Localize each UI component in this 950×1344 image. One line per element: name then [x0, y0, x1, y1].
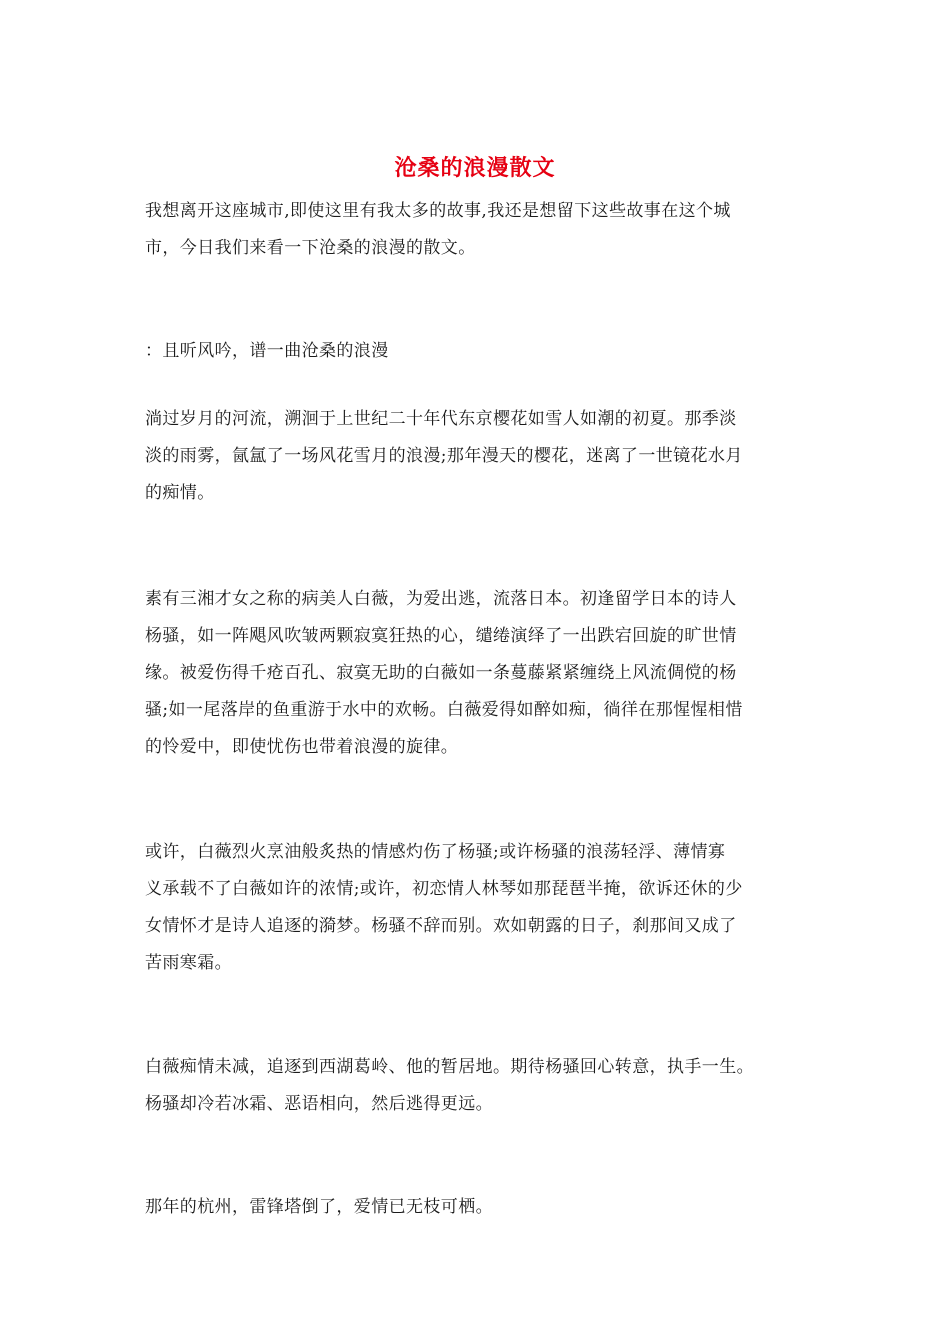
paragraph-line: 的痴情。: [145, 483, 215, 503]
paragraph-line: 我想离开这座城市,即使这里有我太多的故事,我还是想留下这些故事在这个城: [145, 201, 731, 221]
body-paragraph-2: [145, 581, 817, 766]
paragraph-line: 杨骚，如一阵飓风吹皱两颗寂寞狂热的心，缱绻演绎了一出跌宕回旋的旷世情: [145, 626, 737, 646]
paragraph-line: 市，今日我们来看一下沧桑的浪漫的散文。: [145, 238, 476, 258]
document-title: 沧桑的浪漫散文: [394, 155, 556, 181]
intro-paragraph: [145, 193, 817, 267]
subtitle-paragraph: [145, 333, 817, 370]
paragraph-line: 骚;如一尾落岸的鱼重游于水中的欢畅。白薇爱得如醉如痴，徜徉在那惺惺相惜: [145, 700, 743, 720]
body-paragraph-1: [145, 401, 817, 512]
paragraph-line: 义承载不了白薇如许的浓情;或许，初恋情人林琴如那琵琶半掩，欲诉还休的少: [145, 879, 743, 899]
body-paragraph-5: [145, 1189, 817, 1226]
paragraph-line: ：且听风吟，谱一曲沧桑的浪漫: [145, 341, 389, 361]
body-paragraph-3: [145, 834, 817, 982]
paragraph-line: 或许，白薇烈火烹油般炙热的情感灼伤了杨骚;或许杨骚的浪荡轻浮、薄情寡: [145, 842, 726, 862]
paragraph-line: 淡的雨雾，氤氲了一场风花雪月的浪漫;那年漫天的樱花，迷离了一世镜花水月: [145, 446, 743, 466]
paragraph-line: 缘。被爱伤得千疮百孔、寂寞无助的白薇如一条蔓藤紧紧缠绕上风流倜傥的杨: [145, 663, 737, 683]
paragraph-line: 杨骚却冷若冰霜、恶语相向，然后逃得更远。: [145, 1094, 493, 1114]
body-paragraph-4: [145, 1049, 817, 1123]
paragraph-line: 素有三湘才女之称的病美人白薇，为爱出逃，流落日本。初逢留学日本的诗人: [145, 589, 737, 609]
paragraph-line: 的怜爱中，即使忧伤也带着浪漫的旋律。: [145, 737, 459, 757]
paragraph-line: 女情怀才是诗人追逐的漪梦。杨骚不辞而别。欢如朝露的日子，刹那间又成了: [145, 916, 737, 936]
paragraph-line: 苦雨寒霜。: [145, 953, 232, 973]
paragraph-line: 那年的杭州，雷锋塔倒了，爱情已无枝可栖。: [145, 1197, 493, 1217]
paragraph-line: 白薇痴情未减，追逐到西湖葛岭、他的暂居地。期待杨骚回心转意，执手一生。: [145, 1057, 754, 1077]
paragraph-line: 淌过岁月的河流，溯洄于上世纪二十年代东京樱花如雪人如潮的初夏。那季淡: [145, 409, 737, 429]
